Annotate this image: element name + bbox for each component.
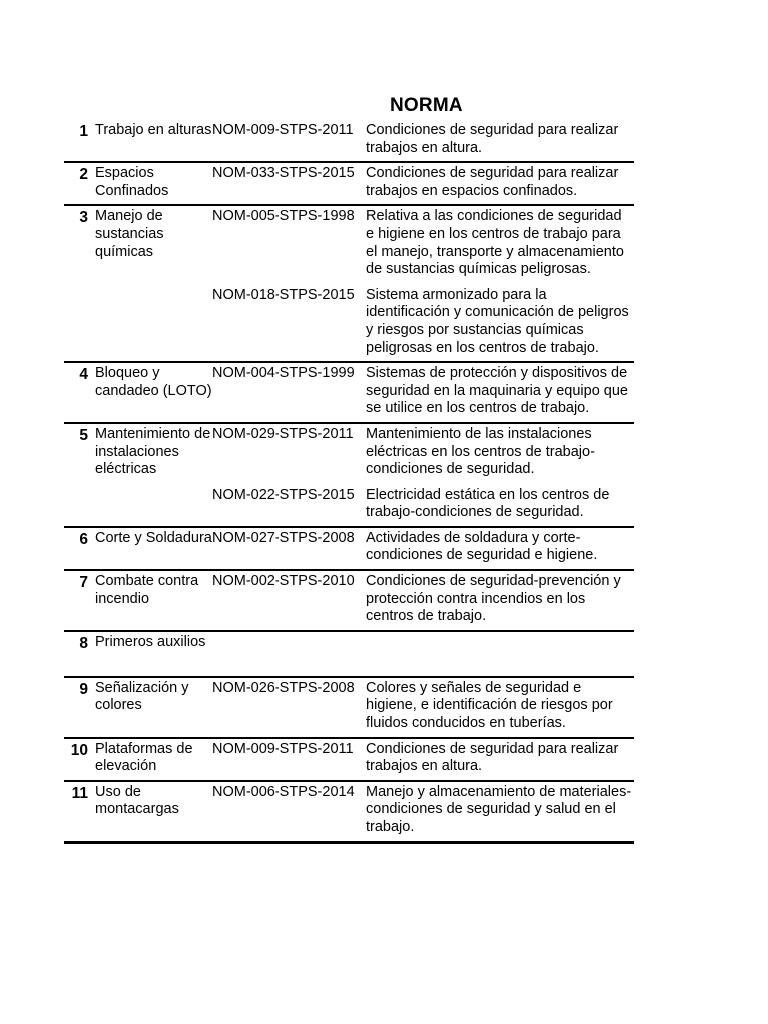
row-norms: [212, 363, 634, 422]
norm-entry: [212, 741, 634, 780]
norm-description: Condiciones de seguridad para realizar trabajos en altura.: [366, 122, 619, 156]
row-number: 11: [71, 784, 88, 802]
norm-description: Condiciones de seguridad-prevención y protección contra incendios en los centros de trabajo.: [366, 573, 621, 625]
norm-code: NOM-029-STPS-2011: [212, 425, 354, 442]
row-number: 1: [79, 123, 88, 140]
norm-code: NOM-004-STPS-1999: [212, 365, 355, 382]
row-topic: Bloqueo y candadeo (LOTO): [95, 365, 212, 399]
row-norms: [212, 632, 634, 676]
table-row: [64, 120, 634, 163]
norm-entry: [212, 283, 634, 361]
row-topic: Uso de montacargas: [95, 783, 179, 818]
row-topic: Trabajo en alturas: [95, 122, 212, 138]
row-topic: Corte y Soldadura: [95, 529, 212, 546]
row-norms: [212, 571, 634, 630]
row-number: 7: [79, 574, 88, 592]
table-row: [64, 363, 634, 424]
row-norms: [212, 782, 634, 841]
norm-code: NOM-009-STPS-2011: [212, 122, 354, 138]
norm-entry: [212, 573, 634, 630]
norm-entry: [212, 365, 634, 422]
norm-description: Sistema armonizado para la identificación y comunicación de peligros y riesgos por sustancias químicas peligrosas en los centros de trabajo.: [366, 286, 629, 356]
norm-entry: [212, 122, 634, 161]
norm-entry: [212, 426, 634, 483]
norm-code: NOM-022-STPS-2015: [212, 486, 355, 503]
row-topic: Señalización y colores: [95, 679, 189, 714]
norma-header: NORMA: [390, 95, 463, 116]
row-number: 6: [79, 530, 88, 548]
row-number: 4: [79, 366, 88, 384]
table-row: [64, 163, 634, 206]
table-row: [64, 206, 634, 363]
norm-code: NOM-033-STPS-2015: [212, 165, 355, 182]
row-number: 10: [70, 741, 88, 759]
row-number: 5: [79, 426, 88, 444]
norm-description: Manejo y almacenamiento de materiales-condiciones de seguridad y salud en el trabajo.: [366, 783, 632, 835]
row-number: 9: [79, 680, 88, 698]
table-row: [64, 571, 634, 632]
norm-description: Condiciones de seguridad para realizar trabajos en espacios confinados.: [366, 165, 619, 199]
row-norms: [212, 739, 634, 780]
norm-description: Mantenimiento de las instalaciones eléctricas en los centros de trabajo-condiciones de seguridad.: [366, 425, 595, 478]
table-row: [64, 424, 634, 528]
norm-description: Actividades de soldadura y corte-condiciones de seguridad e higiene.: [366, 529, 598, 564]
row-norms: [212, 163, 634, 204]
table-row: [64, 782, 634, 844]
norm-code: NOM-027-STPS-2008: [212, 529, 355, 546]
norm-description: Colores y señales de seguridad e higiene, e identificación de riesgos por fluidos conducidos en tuberías.: [366, 679, 613, 732]
norm-description: Electricidad estática en los centros de trabajo-condiciones de seguridad.: [366, 486, 610, 521]
row-norms: [212, 678, 634, 737]
row-topic: Mantenimiento de instalaciones eléctricas: [95, 425, 211, 478]
norm-entry: [212, 530, 634, 569]
norm-entry: [212, 483, 634, 526]
norms-table: [64, 120, 634, 844]
row-topic: Plataformas de elevación: [95, 740, 193, 775]
norm-description: Condiciones de seguridad para realizar trabajos en altura.: [366, 740, 619, 775]
norm-description: Relativa a las condiciones de seguridad e higiene en los centros de trabajo para el manejo, transporte y almacenamiento de sustancias químicas peligrosas.: [366, 208, 624, 278]
norm-code: NOM-026-STPS-2008: [212, 679, 355, 696]
row-topic: Combate contra incendio: [95, 573, 199, 607]
row-number: 3: [79, 209, 88, 227]
norm-entry: [212, 784, 634, 841]
row-norms: [212, 424, 634, 526]
norm-code: NOM-005-STPS-1998: [212, 208, 355, 225]
norm-code: NOM-009-STPS-2011: [212, 740, 354, 757]
row-topic: Primeros auxilios: [95, 633, 206, 650]
table-row: [64, 739, 634, 782]
norm-entry: [212, 634, 634, 638]
row-number: 8: [79, 634, 88, 652]
norm-entry: [212, 165, 634, 204]
table-row: [64, 528, 634, 571]
row-topic: Espacios Confinados: [95, 165, 169, 199]
norm-entry: [212, 680, 634, 737]
row-topic: Manejo de sustancias químicas: [95, 208, 164, 260]
table-row: [64, 678, 634, 739]
row-norms: [212, 206, 634, 361]
row-number: 2: [79, 166, 88, 184]
norm-code: NOM-006-STPS-2014: [212, 783, 355, 800]
table-row: [64, 632, 634, 678]
row-norms: [212, 528, 634, 569]
row-norms: [212, 120, 634, 161]
norm-code: NOM-018-STPS-2015: [212, 286, 355, 303]
norm-description: Sistemas de protección y dispositivos de seguridad en la maquinaria y equipo que se utilice en los centros de trabajo.: [366, 365, 628, 417]
norm-code: NOM-002-STPS-2010: [212, 573, 355, 590]
norm-entry: [212, 208, 634, 282]
